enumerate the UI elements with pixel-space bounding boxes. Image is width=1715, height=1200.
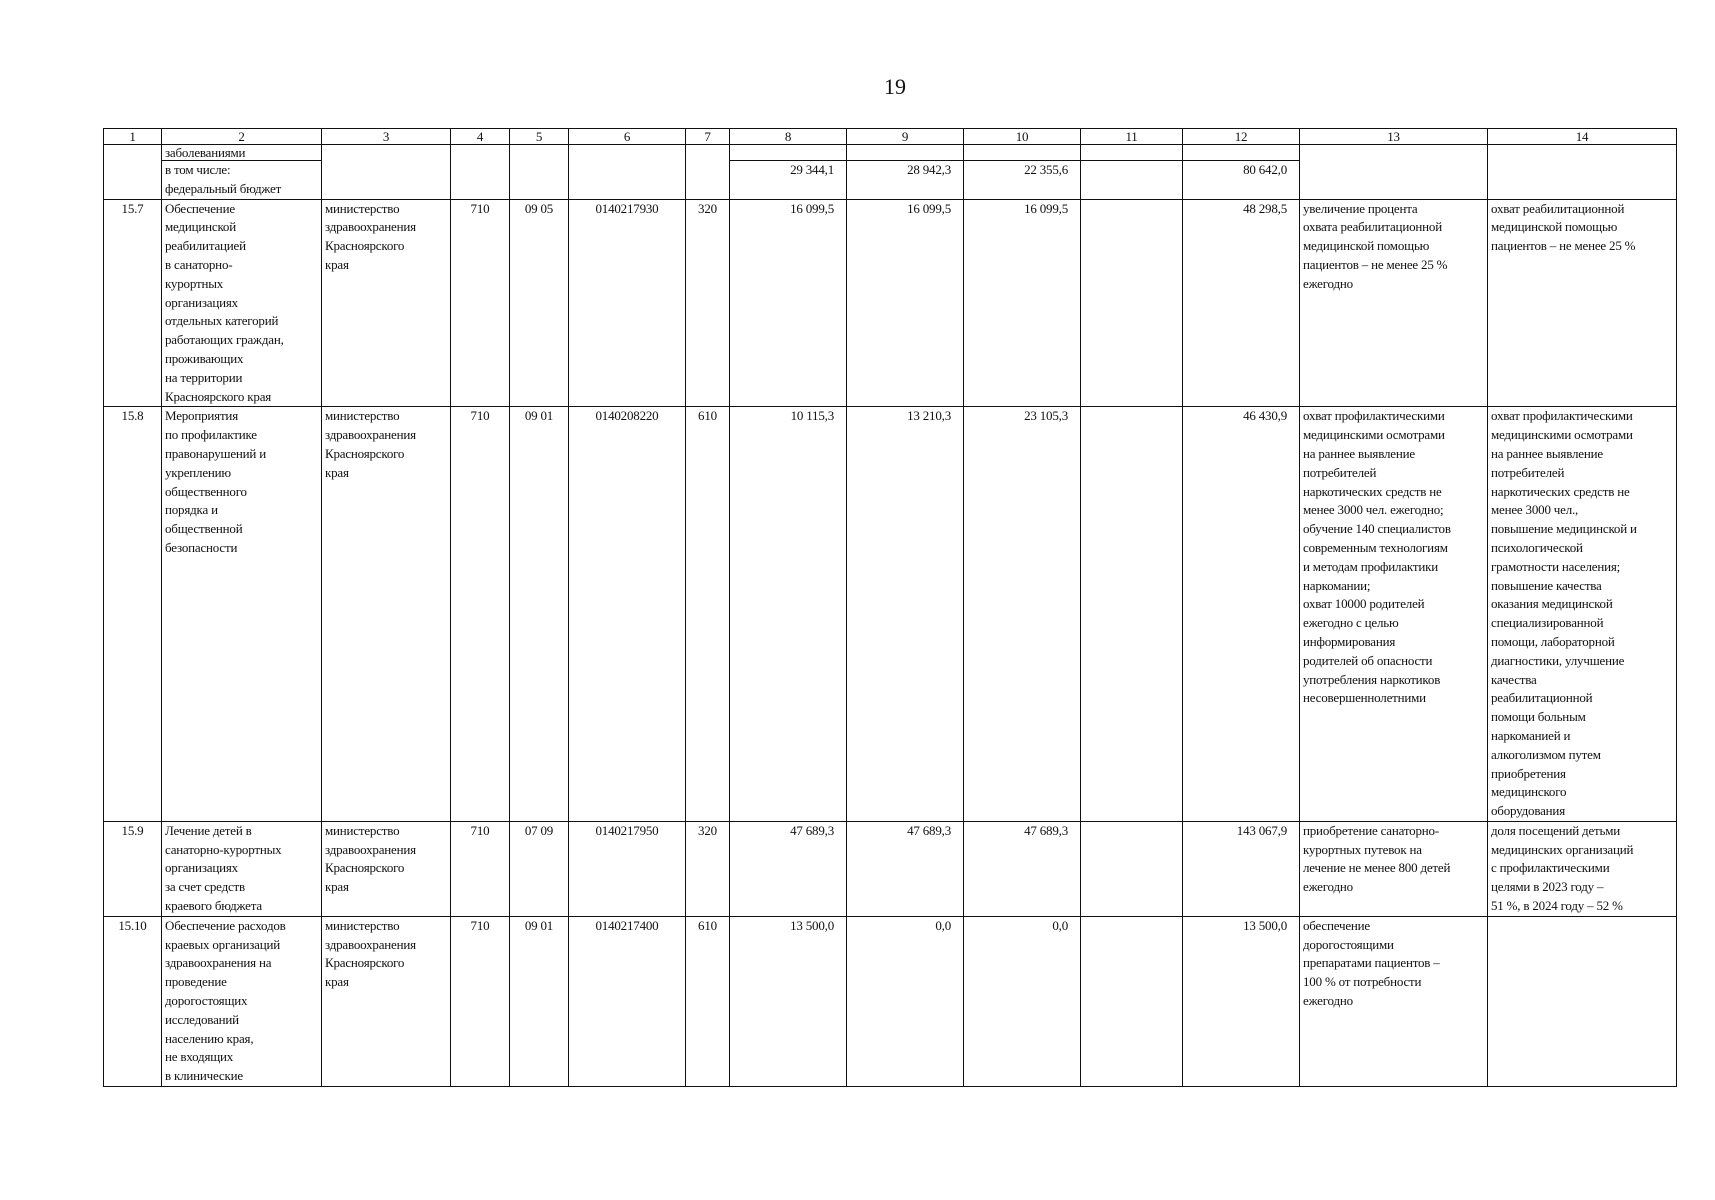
value-col-10: 0,0: [964, 916, 1081, 1086]
activity-name: Мероприятия по профилактике правонарушений и укреплению общественного порядка и общественной безопасности: [162, 407, 322, 822]
value-col-12-total: 143 067,9: [1183, 821, 1300, 916]
value-col-8: 16 099,5: [730, 199, 847, 407]
value-col-9: 47 689,3: [847, 821, 964, 916]
executor: министерство здравоохранения Красноярского края: [322, 407, 451, 822]
column-number-header: 10: [964, 129, 1081, 145]
column-number-header: 2: [162, 129, 322, 145]
continuation-row-budget: [104, 161, 1677, 200]
rzpr-code: 09 01: [510, 916, 569, 1086]
program-activities-table: [103, 128, 1677, 1087]
column-number-header: 11: [1081, 129, 1183, 145]
grbs-code: 710: [451, 407, 510, 822]
value-col-9: 0,0: [847, 916, 964, 1086]
indicator: доля посещений детьми медицинских организаций с профилактическими целями в 2023 году – 51 %, в 2024 году – 52 %: [1488, 821, 1677, 916]
activity-row: [104, 199, 1677, 407]
rzpr-code: 09 01: [510, 407, 569, 822]
value-col-8: 10 115,3: [730, 407, 847, 822]
continuation-value-8: 29 344,1: [730, 161, 847, 200]
column-number-row: [104, 129, 1677, 145]
value-col-12-total: 46 430,9: [1183, 407, 1300, 822]
indicator: охват профилактическими медицинскими осмотрами на раннее выявление потребителей наркотических средств не менее 3000 чел., повышение медицинской и психологической грамотности населения; повышение качества оказания медицинской специализированной помощи, лабораторной диагностики, улучшение качества реабилитационной помощи больным наркоманией и алкоголизмом путем приобретения медицинского оборудования: [1488, 407, 1677, 822]
vr-code: 320: [686, 821, 730, 916]
value-col-12-total: 13 500,0: [1183, 916, 1300, 1086]
grbs-code: 710: [451, 821, 510, 916]
value-col-10: 16 099,5: [964, 199, 1081, 407]
column-number-header: 14: [1488, 129, 1677, 145]
column-number-header: 5: [510, 129, 569, 145]
executor: министерство здравоохранения Красноярского края: [322, 821, 451, 916]
executor: министерство здравоохранения Красноярского края: [322, 916, 451, 1086]
column-number-header: 7: [686, 129, 730, 145]
row-number: 15.7: [104, 199, 162, 407]
vr-code: 610: [686, 916, 730, 1086]
value-col-10: 47 689,3: [964, 821, 1081, 916]
value-col-8: 47 689,3: [730, 821, 847, 916]
grbs-code: 710: [451, 916, 510, 1086]
activity-name: Обеспечение расходов краевых организаций здравоохранения на проведение дорогостоящих исследований населению края, не входящих в клинические: [162, 916, 322, 1086]
csr-code: 0140217950: [569, 821, 686, 916]
continuation-value-12: 80 642,0: [1183, 161, 1300, 200]
column-number-header: 6: [569, 129, 686, 145]
column-number-header: 4: [451, 129, 510, 145]
rzpr-code: 07 09: [510, 821, 569, 916]
expected-result: приобретение санаторно- курортных путевок на лечение не менее 800 детей ежегодно: [1300, 821, 1488, 916]
continuation-budget-label: в том числе: федеральный бюджет: [162, 161, 322, 200]
activity-name: Обеспечение медицинской реабилитацией в санаторно- курортных организациях отдельных категорий работающих граждан, проживающих на территории Красноярского края: [162, 199, 322, 407]
expected-result: охват профилактическими медицинскими осмотрами на раннее выявление потребителей наркотических средств не менее 3000 чел. ежегодно; обучение 140 специалистов современным технологиям и методам профилактики наркомании; охват 10000 родителей ежегодно с целью информирования родителей об опасности употребления наркотиков несовершеннолетними: [1300, 407, 1488, 822]
value-col-9: 13 210,3: [847, 407, 964, 822]
column-number-header: 13: [1300, 129, 1488, 145]
column-number-header: 12: [1183, 129, 1300, 145]
vr-code: 610: [686, 407, 730, 822]
row-number: 15.10: [104, 916, 162, 1086]
indicator: охват реабилитационной медицинской помощью пациентов – не менее 25 %: [1488, 199, 1677, 407]
value-col-11: [1081, 916, 1183, 1086]
row-number: 15.8: [104, 407, 162, 822]
rzpr-code: 09 05: [510, 199, 569, 407]
continuation-name-tail: заболеваниями: [162, 145, 322, 161]
value-col-11: [1081, 199, 1183, 407]
column-number-header: 9: [847, 129, 964, 145]
csr-code: 0140217400: [569, 916, 686, 1086]
indicator: [1488, 916, 1677, 1086]
continuation-value-9: 28 942,3: [847, 161, 964, 200]
continuation-value-10: 22 355,6: [964, 161, 1081, 200]
activity-row: [104, 407, 1677, 822]
value-col-12-total: 48 298,5: [1183, 199, 1300, 407]
value-col-9: 16 099,5: [847, 199, 964, 407]
expected-result: увеличение процента охвата реабилитационной медицинской помощью пациентов – не менее 25 % ежегодно: [1300, 199, 1488, 407]
column-number-header: 8: [730, 129, 847, 145]
activity-row: [104, 916, 1677, 1086]
executor: министерство здравоохранения Красноярского края: [322, 199, 451, 407]
value-col-8: 13 500,0: [730, 916, 847, 1086]
column-number-header: 1: [104, 129, 162, 145]
continuation-value-11: [1081, 161, 1183, 200]
value-col-11: [1081, 821, 1183, 916]
column-number-header: 3: [322, 129, 451, 145]
csr-code: 0140217930: [569, 199, 686, 407]
row-number: 15.9: [104, 821, 162, 916]
vr-code: 320: [686, 199, 730, 407]
page-number: 19: [884, 74, 906, 99]
csr-code: 0140208220: [569, 407, 686, 822]
activity-row: [104, 821, 1677, 916]
continuation-row-disease: [104, 145, 1677, 161]
grbs-code: 710: [451, 199, 510, 407]
activity-name: Лечение детей в санаторно-курортных организациях за счет средств краевого бюджета: [162, 821, 322, 916]
value-col-11: [1081, 407, 1183, 822]
expected-result: обеспечение дорогостоящими препаратами пациентов – 100 % от потребности ежегодно: [1300, 916, 1488, 1086]
value-col-10: 23 105,3: [964, 407, 1081, 822]
